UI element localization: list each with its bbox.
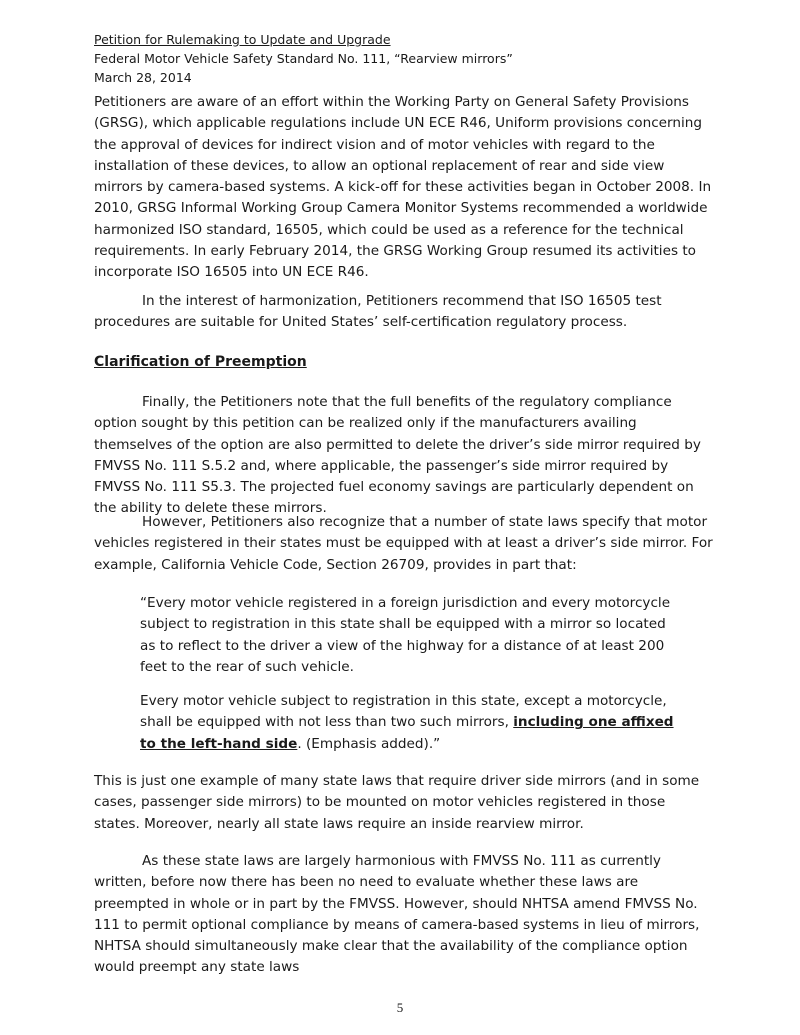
heading-clarification-of-preemption: Clarification of Preemption — [94, 354, 307, 370]
paragraph-however — [94, 512, 714, 576]
quote-text-post: . (Emphasis added).” — [297, 735, 441, 752]
paragraph-text: Petitioners are aware of an effort within the Working Party on General Safety Provisions (GRSG), which applicable regulations include UN ECE R46, Uniform provisions concerning the approval of devices for indirect vision and of motor vehicles with regard to the installation of these devices, to allow an optional replacement of rear and side view mirrors by camera-based systems. A kick-off for these activities began in October 2008. In 2010, GRSG Informal Working Group Camera Monitor Systems recommended a worldwide harmonized ISO standard, 16505, which could be used as a reference for the technical requirements. In early February 2014, the GRSG Working Group resumed its activities to incorporate ISO 16505 into UN ECE R46. — [94, 94, 712, 281]
page-number: 5 — [396, 1000, 404, 1015]
block-quote-2 — [140, 691, 680, 755]
paragraph-text: This is just one example of many state laws that require driver side mirrors (and in some cases, passenger side mirrors) to be mounted on motor vehicles registered in those states. Moreover, nearly all state laws require an inside rearview mirror. — [94, 773, 700, 832]
paragraph-example — [94, 771, 714, 835]
paragraph-text: However, Petitioners also recognize that a number of state laws specify that motor vehicles registered in their states must be equipped with at least a driver’s side mirror. For example, California Vehicle Code, Section 26709, provides in part that: — [94, 514, 713, 573]
paragraph-text: As these state laws are largely harmonious with FMVSS No. 111 as currently written, before now there has been no need to evaluate whether these laws are preempted in whole or in part by the FMVSS. However, should NHTSA amend FMVSS No. 111 to permit optional compliance by means of camera-based systems in lieu of mirrors, NHTSA should simultaneously make clear that the availability of the compliance option would preempt any state laws — [94, 853, 700, 976]
header-title: Petition for Rulemaking to Update and Upgrade — [94, 32, 391, 47]
quote-emphasis: including one affixed to the left-hand side — [140, 714, 674, 752]
quote-text — [140, 691, 680, 755]
paragraph-grsg — [94, 92, 714, 284]
paragraph-harmonious — [94, 851, 714, 979]
section-heading — [94, 352, 714, 373]
header-date: March 28, 2014 — [94, 70, 192, 85]
quote-text: “Every motor vehicle registered in a foreign jurisdiction and every motorcycle subject to registration in this state shall be equipped with a mirror so located as to reflect to the driver a view of the highway for a distance of at least 200 feet to the rear of such vehicle. — [140, 595, 671, 675]
block-quote-1 — [140, 593, 680, 678]
paragraph-text: Finally, the Petitioners note that the full benefits of the regulatory compliance option sought by this petition can be realized only if the manufacturers availing themselves of the option are also permitted to delete the driver’s side mirror required by FMVSS No. 111 S.5.2 and, where applicable, the passenger’s side mirror required by FMVSS No. 111 S5.3. The projected fuel economy savings are particularly dependent on the ability to delete these mirrors. — [94, 394, 701, 517]
paragraph-text: In the interest of harmonization, Petitioners recommend that ISO 16505 test procedures are suitable for United States’ self-certification regulatory process. — [94, 293, 662, 331]
page-header — [94, 30, 513, 87]
paragraph-finally — [94, 392, 714, 520]
paragraph-harmonization — [94, 291, 714, 334]
quote-text-pre: Every motor vehicle subject to registration in this state, except a motorcycle, shall be equipped with not less than two such mirrors, — [140, 693, 667, 731]
header-subtitle: Federal Motor Vehicle Safety Standard No. 111, “Rearview mirrors” — [94, 51, 513, 66]
